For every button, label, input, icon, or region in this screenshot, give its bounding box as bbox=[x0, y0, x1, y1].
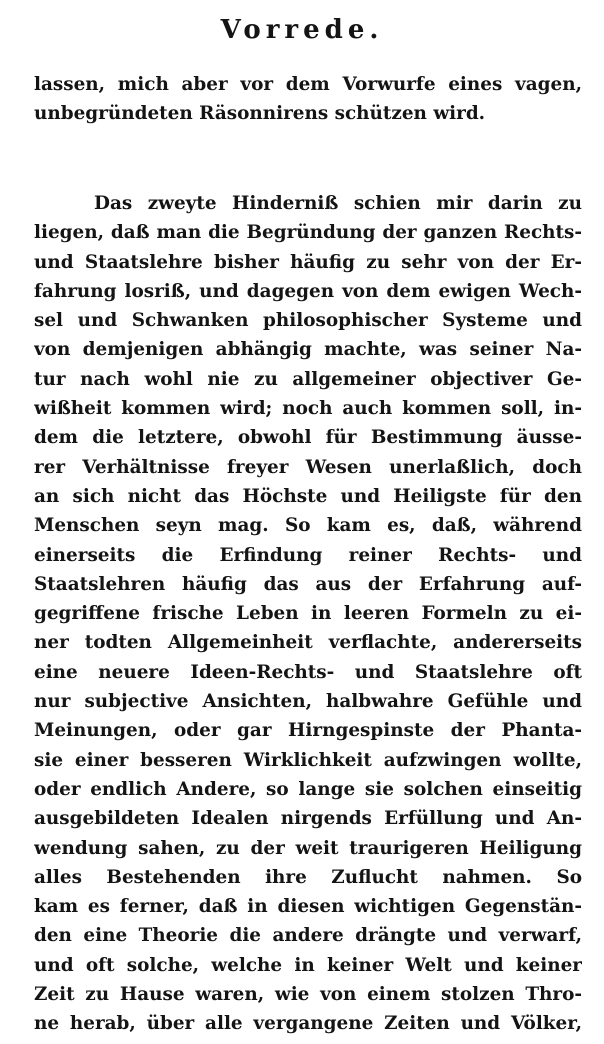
text-line: Meinungen, oder gar Hirngespinste der Phanta- bbox=[34, 720, 582, 742]
text-line: von demjenigen abhängig machte, was seiner Na- bbox=[34, 339, 582, 361]
text-line: sie einer besseren Wirklichkeit aufzwingen wollte, bbox=[34, 749, 582, 771]
text-line: gegriffene frische Leben in leeren Formeln zu ei- bbox=[34, 603, 582, 625]
text-line: Staatslehren häufig das aus der Erfahrung auf- bbox=[34, 573, 582, 595]
text-line: Menschen seyn mag. So kam es, daß, während bbox=[34, 515, 582, 537]
text-line: nur subjective Ansichten, halbwahre Gefühle und bbox=[34, 691, 582, 713]
page-header: Vorrede. bbox=[220, 15, 384, 45]
text-line: sel und Schwanken philosophischer Systeme und bbox=[34, 310, 582, 332]
text-line: tur nach wohl nie zu allgemeiner objectiver Ge- bbox=[34, 368, 582, 390]
text-line: ausgebildeten Idealen nirgends Erfüllung und An- bbox=[34, 808, 582, 830]
text-line: und Staatslehre bisher häufig zu sehr von der Er- bbox=[34, 251, 582, 273]
text-line: Das zweyte Hinderniß schien mir darin zu bbox=[94, 193, 582, 214]
text-line: den eine Theorie die andere drängte und verwarf, bbox=[34, 925, 582, 947]
text-line: rer Verhältnisse freyer Wesen unerlaßlich, doch bbox=[34, 456, 582, 478]
text-line: ne herab, über alle vergangene Zeiten und Völker, bbox=[34, 1013, 582, 1035]
main-paragraph bbox=[34, 189, 582, 1039]
text-line: liegen, daß man die Begründung der ganzen Rechts- bbox=[34, 222, 582, 244]
text-line: kam es ferner, daß in diesen wichtigen Gegenstän- bbox=[34, 896, 582, 918]
text-line: wißheit kommen wird; noch auch kommen soll, in- bbox=[34, 398, 582, 420]
text-line: fahrung losriß, und dagegen von dem ewigen Wech- bbox=[34, 280, 582, 302]
text-line: lassen, mich aber vor dem Vorwurfe eines vagen, bbox=[34, 74, 582, 95]
text-line: Zeit zu Hause waren, wie von einem stolzen Thro- bbox=[34, 984, 582, 1006]
text-line: und oft solche, welche in keiner Welt und keiner bbox=[34, 954, 582, 976]
text-line: an sich nicht das Höchste und Heiligste für den bbox=[34, 485, 582, 507]
text-line: einerseits die Erfindung reiner Rechts- und bbox=[34, 544, 582, 566]
text-line: wendung sahen, zu der weit traurigeren Heiligung bbox=[34, 837, 582, 859]
text-line: eine neuere Ideen-Rechts- und Staatslehre oft bbox=[34, 661, 582, 683]
text-line: ner todten Allgemeinheit verflachte, andererseits bbox=[34, 632, 582, 654]
intro-text bbox=[34, 70, 582, 129]
text-line: alles Bestehenden ihre Zuflucht nahmen. So bbox=[34, 866, 582, 888]
text-line: oder endlich Andere, so lange sie solchen einseitig bbox=[34, 778, 582, 800]
text-line: dem die letztere, obwohl für Bestimmung äusse- bbox=[34, 427, 582, 449]
text-line: unbegründeten Räsonnirens schützen wird. bbox=[34, 103, 486, 125]
